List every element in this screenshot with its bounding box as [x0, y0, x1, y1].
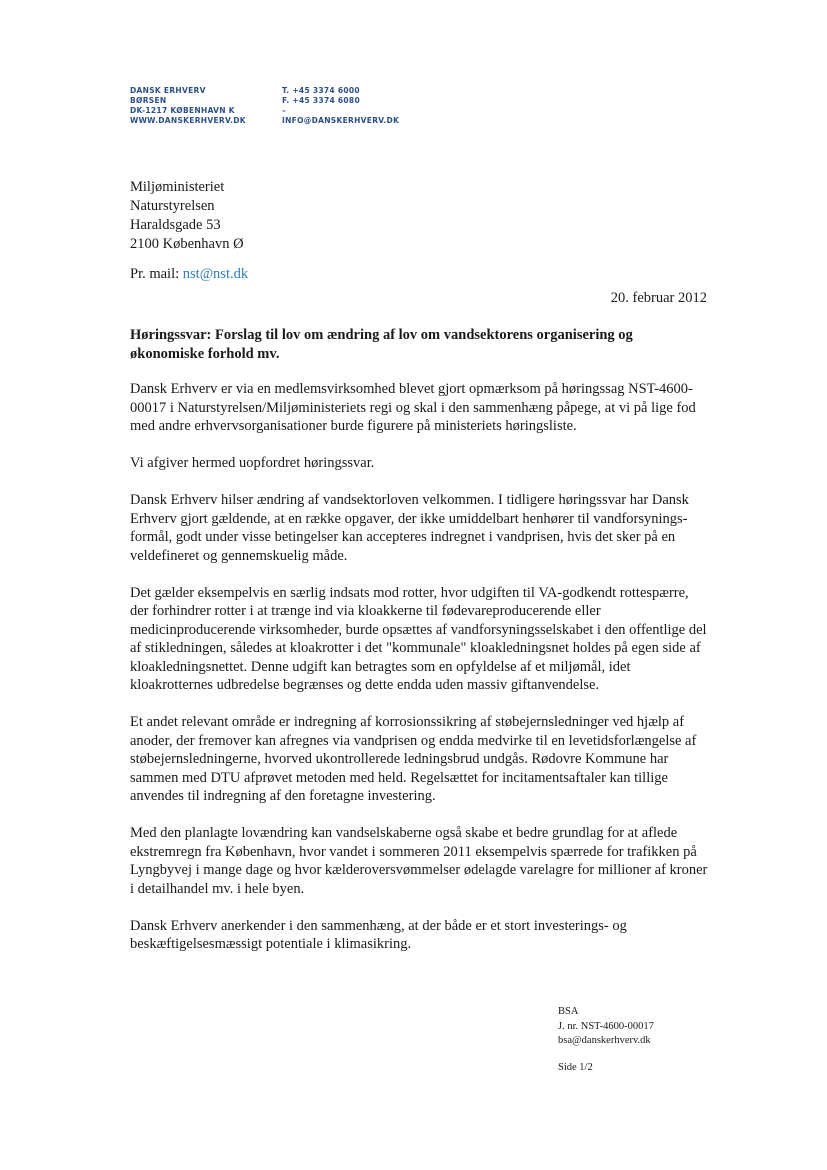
- email-line: [130, 266, 248, 283]
- letterhead-contact: [282, 86, 399, 126]
- letterhead-fax: F. +45 3374 6080: [282, 96, 360, 105]
- letter-subject: Høringssvar: Forslag til lov om ændring af lov om vandsektorens organisering og økonomiske forhold mv.: [130, 327, 633, 362]
- recipient-line: 2100 København Ø: [130, 236, 244, 252]
- signature-block: [558, 1005, 654, 1049]
- email-label: Pr. mail:: [130, 266, 183, 282]
- letterhead-company: DANSK ERHVERV: [130, 86, 206, 95]
- letter-body: [130, 380, 710, 972]
- letter-date: 20. februar 2012: [610, 290, 707, 306]
- letterhead-email: INFO@DANSKERHVERV.DK: [282, 116, 400, 125]
- signature-email: bsa@danskerhverv.dk: [558, 1035, 651, 1046]
- signature-initials: BSA: [558, 1006, 579, 1017]
- letterhead-dash: –: [282, 106, 287, 115]
- letterhead-phone: T. +45 3374 6000: [282, 86, 360, 95]
- recipient-address: [130, 178, 244, 254]
- recipient-line: Haraldsgade 53: [130, 217, 221, 233]
- letterhead-postal: DK-1217 KØBENHAVN K: [130, 106, 235, 115]
- email-link[interactable]: nst@nst.dk: [182, 266, 249, 282]
- body-paragraph: Dansk Erhverv anerkender i den sammenhæng, at der både er et stort investerings- og beskæftigelsesmæssigt potentiale i klimasikring.: [130, 917, 627, 952]
- letterhead-building: BØRSEN: [130, 96, 167, 105]
- body-paragraph: Dansk Erhverv hilser ændring af vandsektorloven velkommen. I tidligere høringssvar har Dansk Erhverv gjort gældende, at en række opgaver, der ikke umiddelbart henhører til vandforsynings-formål, godt under visse betingelser kan accepteres indregnet i vandprisen, hvis det sker på en veldefineret og gennemskuelig måde.: [130, 492, 689, 564]
- body-paragraph: Et andet relevant område er indregning af korrosionssikring af støbejernsledninger ved hjælp af anoder, der fremover kan afregnes via vandprisen og endda medvirke til en levetidsforlængelse af støbejernsledningerne, hvorved ukontrollerede ledningsbrud undgås. Rødovre Kommune har sammen med DTU afprøvet metoden med held. Regelsættet for incitamentsaftaler kan tillige anvendes til indregning af den foretagne investering.: [130, 714, 697, 804]
- body-paragraph: Vi afgiver hermed uopfordret høringssvar.: [130, 455, 375, 471]
- journal-number: J. nr. NST-4600-00017: [558, 1020, 654, 1032]
- body-paragraph: Det gælder eksempelvis en særlig indsats mod rotter, hvor udgiften til VA-godkendt rottespærre, der forhindrer rotter i at trænge ind via kloakkerne til fødevareproducerende eller medicinproducerende virksomheder, burde opsættes af vandforsyningsselskabet i den offentlige del af stikledningen, således at kloakrotter i det "kommunale" kloakledningsnet holdes på egen side af kloakledningsnettet. Denne udgift kan betragtes som en opfyldelse af et miljømål, idet kloakrotternes udbredelse begrænses og dette endda uden massiv giftanvendelse.: [130, 584, 707, 693]
- recipient-line: Miljøministeriet: [130, 179, 225, 195]
- body-paragraph: Dansk Erhverv er via en medlemsvirksomhed blevet gjort opmærksom på høringssag NST-4600-00017 i Naturstyrelsen/Miljøministeriets regi og skal i den sammenhæng påpege, at vi på lige fod med andre erhvervsorganisationer burde figurere på ministeriets høringsliste.: [130, 381, 696, 434]
- page-number: Side 1/2: [558, 1062, 593, 1073]
- body-paragraph: Med den planlagte lovændring kan vandselskaberne også skabe et bedre grundlag for at aflede ekstremregn fra København, hvor vandet i sommeren 2011 eksempelvis spærrede for trafikken på Lyngbyvej i mange dage og hvor kælderoversvømmelser ødelagde varelagre for millioner af kroner i detailhandel mv. i hele byen.: [130, 825, 708, 897]
- letterhead-address: [130, 86, 246, 126]
- recipient-line: Naturstyrelsen: [130, 198, 215, 214]
- letterhead-website: WWW.DANSKERHVERV.DK: [130, 116, 246, 125]
